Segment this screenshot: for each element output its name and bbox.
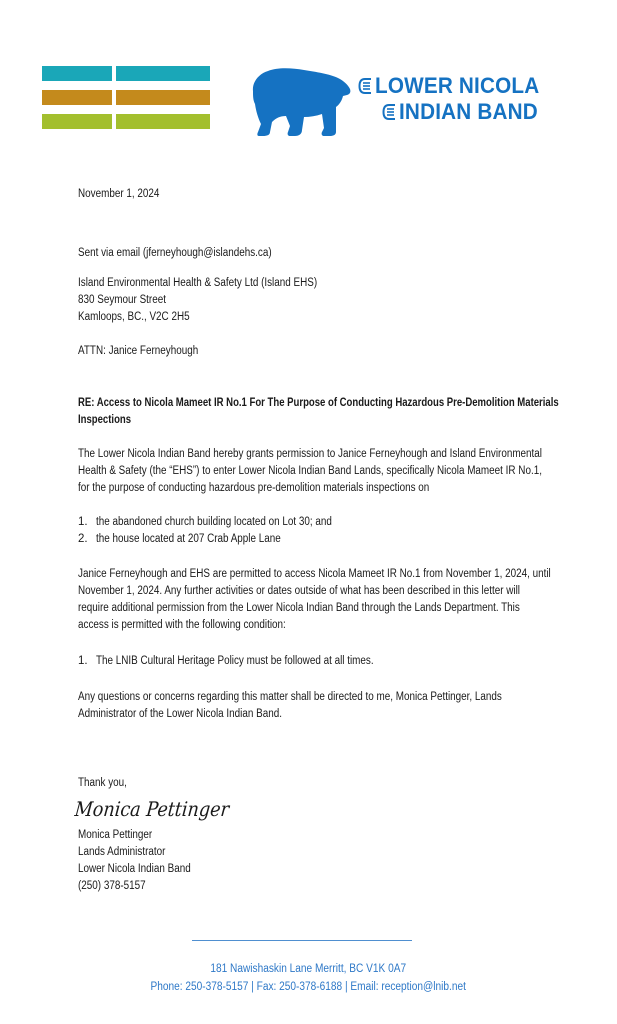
paragraph-line: Any questions or concerns regarding this matter shall be directed to me, Monica Pettinger, Lands (78, 691, 502, 703)
paragraph-line: November 1, 2024. Any further activities or dates outside of what has been described in this letter will (78, 585, 520, 597)
closing: Thank you, (78, 777, 127, 789)
paragraph-contact (78, 689, 571, 723)
paragraph-access-dates (78, 566, 617, 634)
locations-list: 1. the abandoned church building located on Lot 30; and 2. the house located at 207 Crab Apple Lane (78, 516, 332, 545)
organization-name-line-1 (358, 73, 588, 99)
paragraph-line: access is permitted with the following condition: (78, 619, 286, 631)
subject-line-1: RE: Access to Nicola Mameet IR No.1 For The Purpose of Conducting Hazardous Pre-Demolition Materials (78, 397, 559, 409)
footer-address: 181 Nawishaskin Lane Merritt, BC V1K 0A7 (210, 963, 407, 975)
signer-organization: Lower Nicola Indian Band (78, 863, 191, 875)
recipient-address (78, 275, 356, 326)
recipient-street: 830 Seymour Street (78, 294, 166, 306)
band-mark-icon (382, 103, 397, 121)
sent-via-line: Sent via email (jferneyhough@islandehs.ca) (78, 247, 272, 259)
paragraph-line: require additional permission from the Lower Nicola Indian Band through the Lands Department. This (78, 602, 520, 614)
subject-line-2: Inspections (78, 414, 132, 426)
letter-date: November 1, 2024 (78, 188, 160, 200)
subject-line (78, 395, 617, 429)
conditions-list: 1. The LNIB Cultural Heritage Policy must be followed at all times. (78, 655, 374, 667)
org-name-line-2: INDIAN BAND (399, 99, 538, 124)
recipient-city: Kamloops, BC., V2C 2H5 (78, 311, 190, 323)
signature-block (78, 827, 209, 895)
paragraph-line: Administrator of the Lower Nicola Indian Band. (78, 708, 282, 720)
org-name-line-1: LOWER NICOLA (375, 73, 540, 98)
paragraph-line: The Lower Nicola Indian Band hereby grants permission to Janice Ferneyhough and Island Environmental (78, 448, 543, 460)
footer-divider (192, 940, 412, 941)
handwritten-signature: Monica Pettinger (73, 797, 231, 821)
stripe-teal (42, 66, 210, 81)
paragraph-permission (78, 446, 617, 497)
signer-title: Lands Administrator (78, 846, 166, 858)
signer-name: Monica Pettinger (78, 829, 153, 841)
paragraph-line: Janice Ferneyhough and EHS are permitted to access Nicola Mameet IR No.1 from November 1, 2024, until (78, 568, 551, 580)
stripe-green (42, 114, 210, 129)
letterhead-stripes (42, 66, 210, 130)
stripe-gold (42, 90, 210, 105)
signer-phone: (250) 378-5157 (78, 880, 146, 892)
organization-name (358, 73, 588, 125)
paragraph-line: for the purpose of conducting hazardous pre-demolition materials inspections on (78, 482, 430, 494)
organization-name-line-2 (358, 99, 588, 125)
bear-icon (250, 66, 352, 138)
footer-contact: Phone: 250-378-5157 | Fax: 250-378-6188 | Email: reception@lnib.net (150, 981, 467, 993)
paragraph-line: Health & Safety (the “EHS”) to enter Lower Nicola Indian Band Lands, specifically Nicola Mameet IR No.1, (78, 465, 542, 477)
band-mark-icon (358, 77, 373, 95)
attention-line: ATTN: Janice Ferneyhough (78, 345, 199, 357)
recipient-company: Island Environmental Health & Safety Ltd (Island EHS) (78, 277, 318, 289)
